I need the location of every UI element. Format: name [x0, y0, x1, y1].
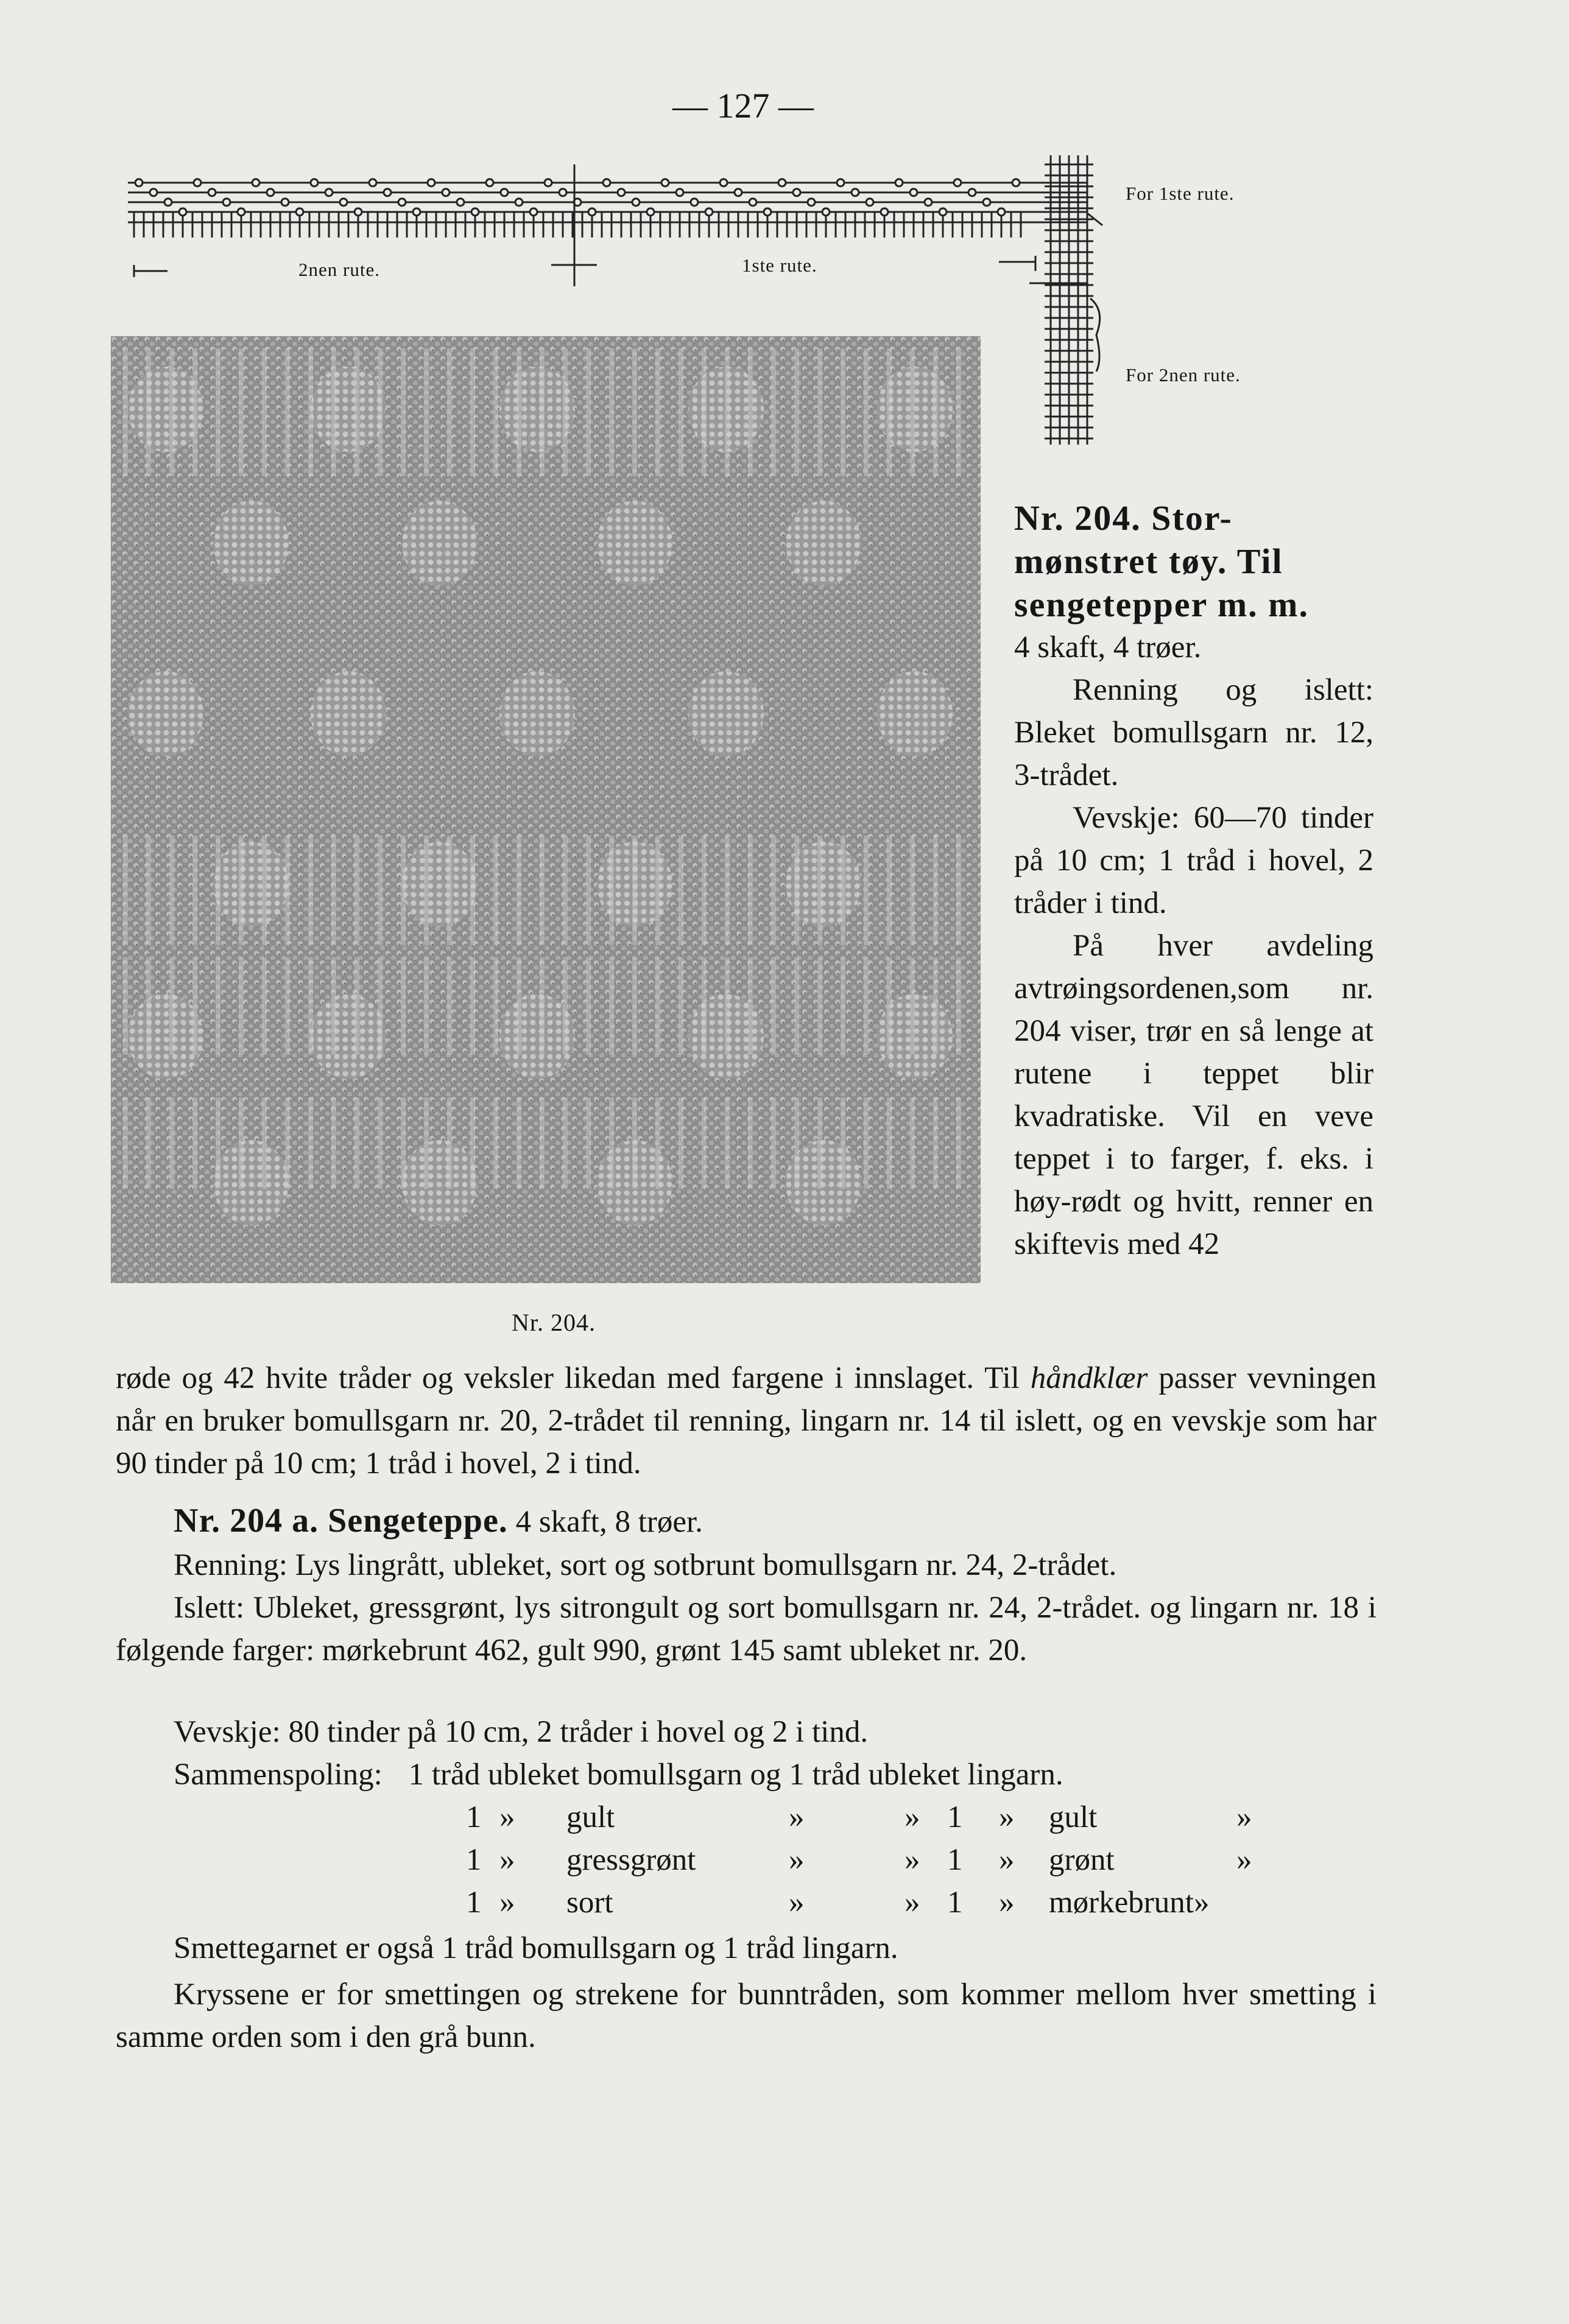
spool-cell: 1 — [947, 1886, 963, 1920]
sammenspoling-label: Sammenspoling: — [174, 1758, 383, 1792]
continuation-text-1: røde og 42 hvite tråder og veksler likedan med fargene i innslaget. Til — [116, 1361, 1031, 1395]
continuation-text-2: passer vevningen når en bruker bomullsgarn nr. 20, 2-trådet til renning, lingarn nr. 14 til islett, og en vevskje som har 90 tinder på 10 cm; 1 tråd i hovel, 2 i tind. — [116, 1361, 1377, 1481]
spool-cell: » — [499, 1843, 515, 1877]
section-heading-204 — [1014, 496, 1373, 626]
section-204a-title: Nr. 204 a. Sengeteppe. — [174, 1502, 508, 1540]
spool-row-1 — [0, 1800, 1569, 1842]
vevskje-204a-line: Vevskje: 80 tinder på 10 cm, 2 tråder i hovel og 2 i tind. — [174, 1715, 869, 1749]
spool-cell: » — [999, 1843, 1015, 1877]
spool-cell: 1 — [466, 1843, 482, 1877]
page-number: — 127 — — [672, 86, 814, 125]
continuation-paragraph — [116, 1357, 1377, 1485]
spool-cell: sort — [566, 1886, 613, 1920]
section-204a-title-rest: 4 skaft, 8 trøer. — [507, 1505, 703, 1539]
spool-cell: » — [789, 1843, 805, 1877]
spool-cell: » — [789, 1886, 805, 1920]
sammenspoling-first: 1 tråd ubleket bomullsgarn og 1 tråd ubleket lingarn. — [408, 1758, 1063, 1792]
spool-cell: » — [999, 1800, 1015, 1834]
spool-cell: » — [499, 1800, 515, 1834]
woven-fabric-photo — [111, 336, 981, 1283]
diagram-label-for-2nen-rute: For 2nen rute. — [1126, 364, 1241, 386]
vevskje-paragraph: Vevskje: 60—70 tinder på 10 cm; 1 tråd i hovel, 2 tråder i tind. — [1014, 801, 1373, 920]
renning-paragraph: Renning og islett: Bleket bomullsgarn nr. 12, 3-trådet. — [1014, 673, 1373, 792]
spool-cell: » — [904, 1800, 920, 1834]
heading-line-3: sengetepper m. m. — [1014, 585, 1309, 624]
spool-cell: » — [1236, 1800, 1252, 1834]
spool-cell: 1 — [466, 1800, 482, 1834]
heading-line-2: mønstret tøy. Til — [1014, 541, 1283, 581]
spool-cell: 1 — [947, 1800, 963, 1834]
continuation-italic: håndklær — [1030, 1361, 1148, 1395]
spool-cell: gressgrønt — [566, 1843, 696, 1877]
diagram-label-2nen-rute: 2nen rute. — [298, 259, 380, 280]
avdeling-paragraph: På hver avdeling avtrøingsordenen,som nr. 204 viser, trør en så lenge at rutene i teppet blir kvadratiske. Vil en veve teppet i to farger, f. eks. i høy-rødt og hvitt, renner en skiftevis med 42 — [1014, 929, 1373, 1261]
spool-cell: » — [1236, 1843, 1252, 1877]
spool-cell: » — [789, 1800, 805, 1834]
spool-cell: » — [499, 1886, 515, 1920]
sammenspoling-line — [174, 1757, 1063, 1792]
right-column-text — [1014, 496, 1373, 1266]
section-204a-title-line — [174, 1501, 703, 1540]
spool-cell: » — [904, 1843, 920, 1877]
photo-caption: Nr. 204. — [512, 1309, 596, 1336]
smettegarnet-line: Smettegarnet er også 1 tråd bomullsgarn og 1 tråd lingarn. — [174, 1931, 898, 1965]
spool-cell: 1 — [466, 1886, 482, 1920]
islett-paragraph: Islett: Ubleket, gressgrønt, lys sitrongult og sort bomullsgarn nr. 24, 2-trådet. og lingarn nr. 18 i følgende farger: mørkebrunt 462, gult 990, grønt 145 samt ubleket nr. 20. — [116, 1591, 1377, 1667]
spool-row-2 — [0, 1842, 1569, 1885]
spool-cell: mørkebrunt» — [1049, 1886, 1210, 1920]
diagram-label-1ste-rute: 1ste rute. — [742, 255, 817, 276]
kryssene-paragraph: Kryssene er for smettingen og strekene for bunntråden, som kommer mellom hver smetting i samme orden som i den grå bunn. — [116, 1977, 1377, 2054]
spool-row-3 — [0, 1885, 1569, 1928]
spool-cell: » — [904, 1886, 920, 1920]
renning-line: Renning: Lys lingrått, ubleket, sort og sotbrunt bomullsgarn nr. 24, 2-trådet. — [174, 1548, 1117, 1582]
spool-cell: gult — [1049, 1800, 1098, 1834]
shafts-line: 4 skaft, 4 trøer. — [1014, 630, 1202, 664]
heading-line-1: Nr. 204. Stor- — [1014, 498, 1233, 538]
spool-cell: grønt — [1049, 1843, 1115, 1877]
spool-cell: » — [999, 1886, 1015, 1920]
diagram-label-for-1ste-rute: For 1ste rute. — [1126, 183, 1235, 204]
spool-cell: 1 — [947, 1843, 963, 1877]
spool-cell: gult — [566, 1800, 615, 1834]
